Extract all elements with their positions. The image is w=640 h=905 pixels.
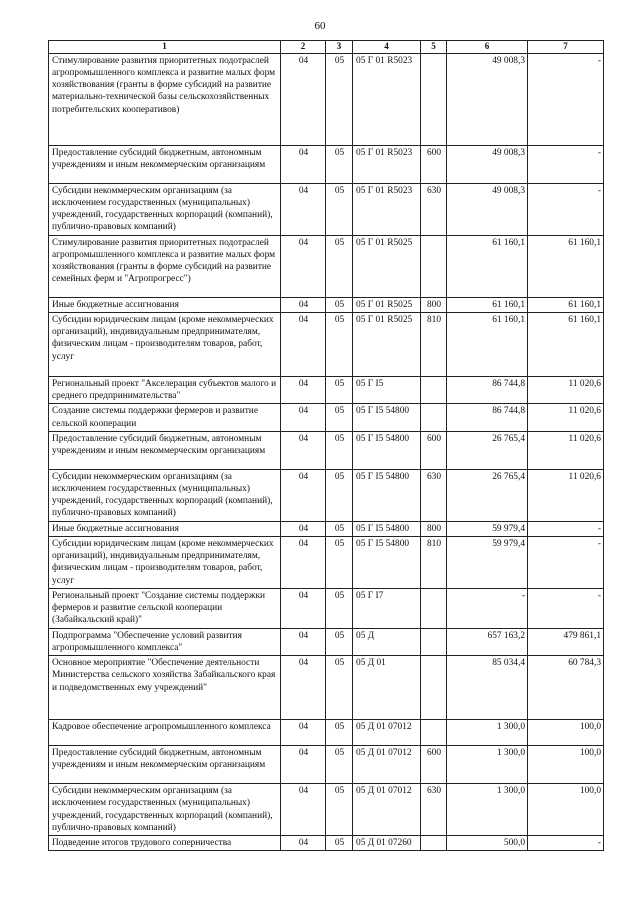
row-section-cell: 04 [281, 376, 326, 403]
row-section-cell: 04 [281, 720, 326, 746]
header-row [49, 41, 604, 54]
row-subsection-cell: 05 [326, 521, 353, 536]
row-amount-1-cell: 26 765,4 [447, 469, 528, 521]
table-row [49, 145, 604, 183]
row-subsection-cell: 05 [326, 589, 353, 629]
row-amount-1-cell: 657 163,2 [447, 628, 528, 655]
row-amount-1-cell: 500,0 [447, 836, 528, 851]
table-row [49, 537, 604, 589]
row-amount-1-cell: 49 008,3 [447, 183, 528, 235]
row-amount-2-cell: 61 160,1 [528, 235, 604, 297]
row-target-article-cell: 05 Г 01 R5023 [353, 145, 421, 183]
row-subsection-cell: 05 [326, 836, 353, 851]
row-section-cell: 04 [281, 784, 326, 836]
row-expense-type-cell: 810 [421, 537, 447, 589]
row-expense-type-cell [421, 656, 447, 720]
row-name-cell: Стимулирование развития приоритетных подотраслей агропромышленного комплекса и развитие малых форм хозяйствования (гранты в форме субсидий на развитие материально-технической базы сельскохозяйственных потребительских кооперативов) [49, 53, 281, 145]
row-amount-2-cell: - [528, 145, 604, 183]
row-expense-type-cell [421, 720, 447, 746]
row-name-cell: Стимулирование развития приоритетных подотраслей агропромышленного комплекса и развитие малых форм хозяйствования (гранты в форме субсидий на развитие семейных ферм и "Агропрогресс") [49, 235, 281, 297]
row-expense-type-cell [421, 628, 447, 655]
row-target-article-cell: 05 Д 01 07012 [353, 746, 421, 784]
row-amount-1-cell: 61 160,1 [447, 235, 528, 297]
row-amount-1-cell: 85 034,4 [447, 656, 528, 720]
table-body [49, 53, 604, 851]
row-section-cell: 04 [281, 656, 326, 720]
table-row [49, 376, 604, 403]
row-name-cell: Субсидии некоммерческим организациям (за исключением государственных (муниципальных) учреждений, государственных корпораций (компаний), публично-правовых компаний) [49, 469, 281, 521]
row-amount-1-cell: 61 160,1 [447, 297, 528, 312]
row-amount-2-cell: 61 160,1 [528, 312, 604, 376]
row-amount-2-cell: 100,0 [528, 746, 604, 784]
header-col-4: 4 [353, 41, 421, 54]
row-subsection-cell: 05 [326, 297, 353, 312]
header-col-5: 5 [421, 41, 447, 54]
row-subsection-cell: 05 [326, 235, 353, 297]
row-target-article-cell: 05 Г 01 R5025 [353, 312, 421, 376]
row-name-cell: Предоставление субсидий бюджетным, автономным учреждениям и иным некоммерческим организациям [49, 431, 281, 469]
row-name-cell: Подпрограмма "Обеспечение условий развития агропромышленного комплекса" [49, 628, 281, 655]
row-section-cell: 04 [281, 521, 326, 536]
row-subsection-cell: 05 [326, 376, 353, 403]
row-section-cell: 04 [281, 836, 326, 851]
row-name-cell: Иные бюджетные ассигнования [49, 521, 281, 536]
row-expense-type-cell: 600 [421, 431, 447, 469]
row-expense-type-cell [421, 404, 447, 431]
row-expense-type-cell: 800 [421, 521, 447, 536]
row-name-cell: Предоставление субсидий бюджетным, автономным учреждениям и иным некоммерческим организациям [49, 746, 281, 784]
row-target-article-cell: 05 Г I5 [353, 376, 421, 403]
row-amount-2-cell: - [528, 836, 604, 851]
row-subsection-cell: 05 [326, 537, 353, 589]
row-target-article-cell: 05 Г I5 54800 [353, 537, 421, 589]
table-row [49, 431, 604, 469]
row-section-cell: 04 [281, 235, 326, 297]
table-row [49, 297, 604, 312]
table-row [49, 183, 604, 235]
row-target-article-cell: 05 Д [353, 628, 421, 655]
row-amount-2-cell: 11 020,6 [528, 376, 604, 403]
row-section-cell: 04 [281, 469, 326, 521]
row-expense-type-cell: 600 [421, 145, 447, 183]
row-amount-1-cell: 1 300,0 [447, 784, 528, 836]
row-expense-type-cell: 630 [421, 469, 447, 521]
table-row [49, 469, 604, 521]
row-expense-type-cell [421, 376, 447, 403]
row-expense-type-cell [421, 589, 447, 629]
row-name-cell: Региональный проект "Создание системы поддержки фермеров и развитие сельской кооперации (Забайкальский край)" [49, 589, 281, 629]
row-subsection-cell: 05 [326, 628, 353, 655]
row-section-cell: 04 [281, 312, 326, 376]
row-name-cell: Иные бюджетные ассигнования [49, 297, 281, 312]
row-amount-1-cell: 49 008,3 [447, 145, 528, 183]
row-amount-1-cell: 26 765,4 [447, 431, 528, 469]
row-amount-2-cell: - [528, 53, 604, 145]
row-target-article-cell: 05 Г 01 R5025 [353, 235, 421, 297]
row-section-cell: 04 [281, 431, 326, 469]
row-target-article-cell: 05 Г 01 R5025 [353, 297, 421, 312]
header-col-1: 1 [49, 41, 281, 54]
row-target-article-cell: 05 Г I5 54800 [353, 431, 421, 469]
row-expense-type-cell: 630 [421, 784, 447, 836]
row-name-cell: Подведение итогов трудового соперничества [49, 836, 281, 851]
row-amount-2-cell: 11 020,6 [528, 404, 604, 431]
page-number: 60 [314, 20, 326, 32]
row-amount-2-cell: 60 784,3 [528, 656, 604, 720]
table-row [49, 312, 604, 376]
row-amount-2-cell: 11 020,6 [528, 469, 604, 521]
row-name-cell: Субсидии юридическим лицам (кроме некоммерческих организаций), индивидуальным предпринимателям, физическим лицам - производителям товаров, работ, услуг [49, 537, 281, 589]
row-amount-1-cell: - [447, 589, 528, 629]
row-subsection-cell: 05 [326, 656, 353, 720]
row-subsection-cell: 05 [326, 53, 353, 145]
row-name-cell: Субсидии некоммерческим организациям (за исключением государственных (муниципальных) учреждений, государственных корпораций (компаний), публично-правовых компаний) [49, 183, 281, 235]
row-amount-2-cell: 61 160,1 [528, 297, 604, 312]
row-target-article-cell: 05 Д 01 [353, 656, 421, 720]
row-subsection-cell: 05 [326, 145, 353, 183]
row-target-article-cell: 05 Д 01 07012 [353, 784, 421, 836]
table-row [49, 746, 604, 784]
header-col-2: 2 [281, 41, 326, 54]
row-section-cell: 04 [281, 145, 326, 183]
row-amount-1-cell: 1 300,0 [447, 746, 528, 784]
table-row [49, 656, 604, 720]
row-target-article-cell: 05 Д 01 07012 [353, 720, 421, 746]
header-col-6: 6 [447, 41, 528, 54]
row-amount-2-cell: - [528, 537, 604, 589]
row-expense-type-cell [421, 235, 447, 297]
row-section-cell: 04 [281, 404, 326, 431]
table-row [49, 720, 604, 746]
row-amount-1-cell: 1 300,0 [447, 720, 528, 746]
table-row [49, 521, 604, 536]
row-section-cell: 04 [281, 183, 326, 235]
row-expense-type-cell: 600 [421, 746, 447, 784]
row-amount-2-cell: 11 020,6 [528, 431, 604, 469]
table-row [49, 53, 604, 145]
row-target-article-cell: 05 Г I5 54800 [353, 404, 421, 431]
row-amount-2-cell: - [528, 521, 604, 536]
row-name-cell: Предоставление субсидий бюджетным, автономным учреждениям и иным некоммерческим организациям [49, 145, 281, 183]
row-subsection-cell: 05 [326, 404, 353, 431]
row-subsection-cell: 05 [326, 784, 353, 836]
row-amount-2-cell: - [528, 589, 604, 629]
row-subsection-cell: 05 [326, 720, 353, 746]
row-subsection-cell: 05 [326, 469, 353, 521]
table-row [49, 784, 604, 836]
row-amount-2-cell: 100,0 [528, 784, 604, 836]
budget-table [48, 40, 604, 851]
row-amount-1-cell: 86 744,8 [447, 376, 528, 403]
row-target-article-cell: 05 Г 01 R5023 [353, 53, 421, 145]
row-section-cell: 04 [281, 589, 326, 629]
row-name-cell: Субсидии некоммерческим организациям (за исключением государственных (муниципальных) учреждений, государственных корпораций (компаний), публично-правовых компаний) [49, 784, 281, 836]
row-name-cell: Региональный проект "Акселерация субъектов малого и среднего предпринимательства" [49, 376, 281, 403]
table-row [49, 235, 604, 297]
row-section-cell: 04 [281, 53, 326, 145]
row-expense-type-cell: 630 [421, 183, 447, 235]
row-target-article-cell: 05 Г I5 54800 [353, 521, 421, 536]
row-target-article-cell: 05 Г I7 [353, 589, 421, 629]
row-target-article-cell: 05 Д 01 07260 [353, 836, 421, 851]
row-expense-type-cell [421, 53, 447, 145]
row-section-cell: 04 [281, 746, 326, 784]
row-amount-1-cell: 49 008,3 [447, 53, 528, 145]
header-col-7: 7 [528, 41, 604, 54]
header-col-3: 3 [326, 41, 353, 54]
row-amount-1-cell: 59 979,4 [447, 537, 528, 589]
row-expense-type-cell: 810 [421, 312, 447, 376]
table-row [49, 589, 604, 629]
row-expense-type-cell [421, 836, 447, 851]
row-expense-type-cell: 800 [421, 297, 447, 312]
row-amount-1-cell: 59 979,4 [447, 521, 528, 536]
row-subsection-cell: 05 [326, 431, 353, 469]
row-subsection-cell: 05 [326, 312, 353, 376]
row-section-cell: 04 [281, 297, 326, 312]
table-row [49, 628, 604, 655]
row-amount-2-cell: 100,0 [528, 720, 604, 746]
row-amount-2-cell: 479 861,1 [528, 628, 604, 655]
row-section-cell: 04 [281, 537, 326, 589]
row-subsection-cell: 05 [326, 183, 353, 235]
row-name-cell: Кадровое обеспечение агропромышленного комплекса [49, 720, 281, 746]
row-name-cell: Субсидии юридическим лицам (кроме некоммерческих организаций), индивидуальным предпринимателям, физическим лицам - производителям товаров, работ, услуг [49, 312, 281, 376]
row-amount-2-cell: - [528, 183, 604, 235]
row-amount-1-cell: 86 744,8 [447, 404, 528, 431]
table-row [49, 404, 604, 431]
table-row [49, 836, 604, 851]
row-target-article-cell: 05 Г I5 54800 [353, 469, 421, 521]
row-amount-1-cell: 61 160,1 [447, 312, 528, 376]
row-subsection-cell: 05 [326, 746, 353, 784]
row-target-article-cell: 05 Г 01 R5023 [353, 183, 421, 235]
row-name-cell: Основное мероприятие "Обеспечение деятельности Министерства сельского хозяйства Забайкальского края и подведомственных ему учреждений" [49, 656, 281, 720]
row-section-cell: 04 [281, 628, 326, 655]
row-name-cell: Создание системы поддержки фермеров и развитие сельской кооперации [49, 404, 281, 431]
